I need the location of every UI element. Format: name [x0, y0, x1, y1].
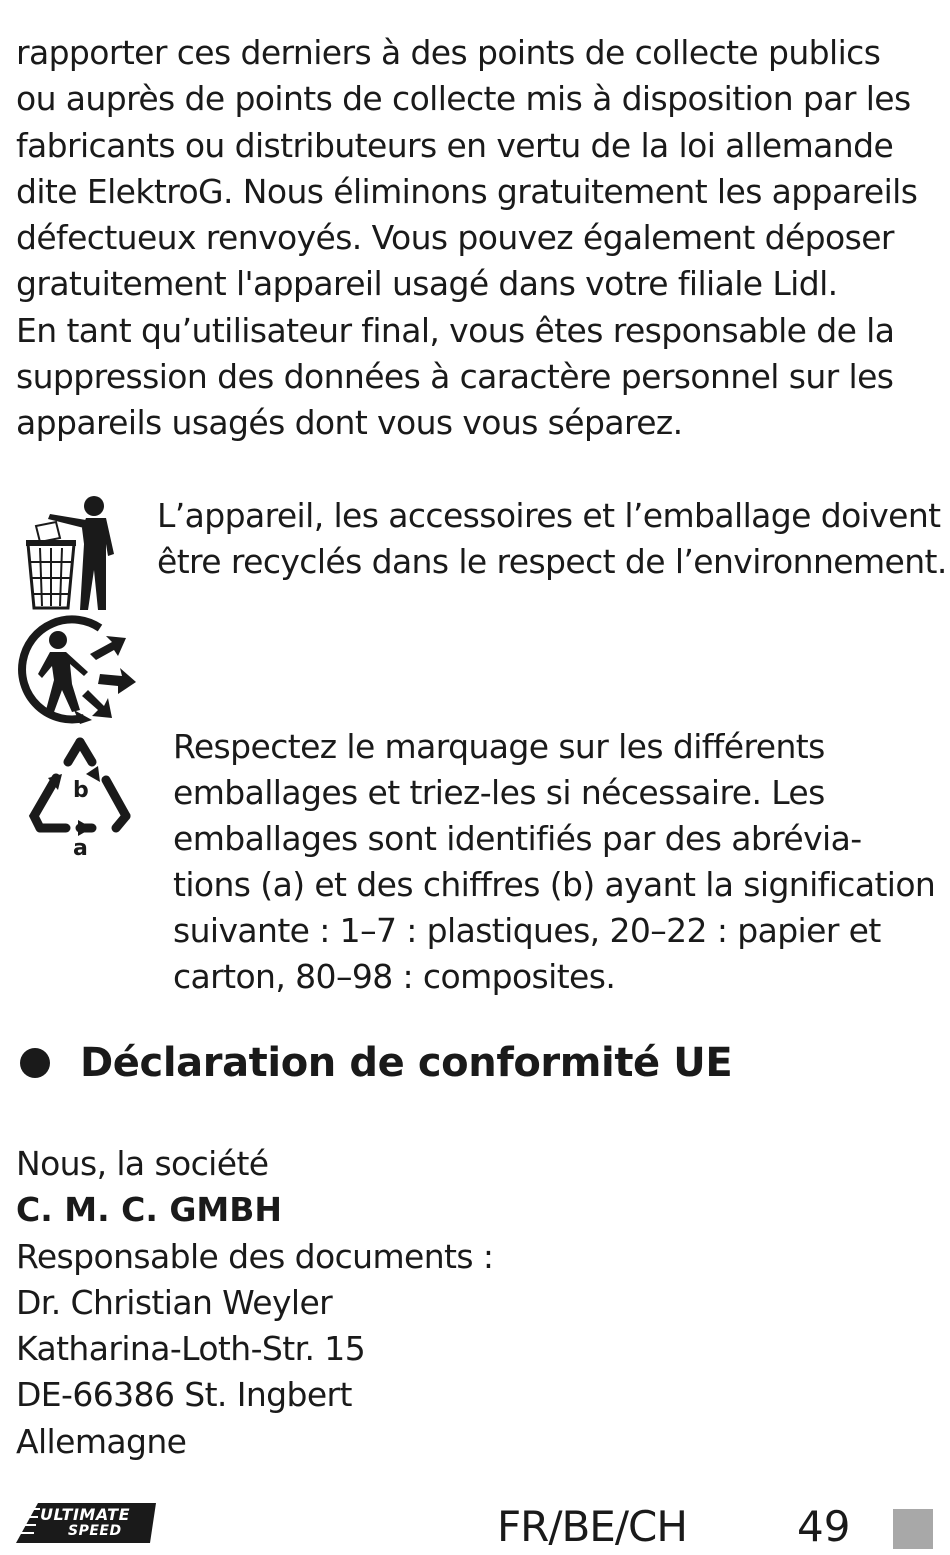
recycling-note: [157, 493, 947, 585]
triangle-letter-a: a: [73, 836, 88, 861]
page-marker-square: [893, 1509, 933, 1549]
recycling-line: L’appareil, les accessoires et l’emballage doivent: [157, 496, 941, 535]
footer-region: FR/BE/CH: [497, 1502, 687, 1551]
declaration-intro: Nous, la société: [16, 1144, 269, 1183]
responsible-label: Responsable des documents :: [16, 1236, 494, 1276]
triman-icon: [14, 614, 138, 726]
recycling-line: être recyclés dans le respect de l’environnement.: [157, 542, 947, 581]
recycling-triangle-icon: [26, 734, 134, 864]
company-name: C. M. C. GMBH: [16, 1190, 283, 1230]
packaging-line: emballages sont identifiés par des abrévia-: [173, 819, 862, 858]
packaging-line: suivante : 1–7 : plastiques, 20–22 : papier et: [173, 911, 881, 950]
section-heading: [16, 1040, 732, 1086]
intro-line: défectueux renvoyés. Vous pouvez également déposer: [16, 218, 894, 258]
address-city: DE-66386 St. Ingbert: [16, 1375, 352, 1415]
intro-line: dite ElektroG. Nous éliminons gratuitement les appareils: [16, 171, 918, 211]
bullet-icon: [20, 1048, 50, 1078]
logo-text-top: ULTIMATE: [40, 1505, 131, 1524]
intro-paragraph: [16, 30, 936, 447]
address-street: Katharina-Loth-Str. 15: [16, 1329, 366, 1369]
page-number: 49: [797, 1502, 851, 1551]
declaration-block: [16, 1141, 493, 1465]
triangle-letter-b: b: [73, 778, 89, 803]
packaging-line: carton, 80–98 : composites.: [173, 957, 616, 996]
tidyman-bin-icon: [26, 494, 122, 612]
intro-line: rapporter ces derniers à des points de collecte publics: [16, 33, 881, 72]
responsible-person: Dr. Christian Weyler: [16, 1282, 333, 1322]
intro-line: En tant qu’utilisateur final, vous êtes responsable de la: [16, 310, 895, 350]
packaging-line: tions (a) et des chiffres (b) ayant la signification: [173, 865, 936, 904]
logo-text-bottom: SPEED: [68, 1523, 122, 1539]
intro-line: appareils usagés dont vous vous séparez.: [16, 403, 683, 443]
ultimate-speed-logo: [16, 1499, 156, 1547]
section-title: Déclaration de conformité UE: [80, 1040, 733, 1086]
intro-line: ou auprès de points de collecte mis à disposition par les: [16, 79, 911, 119]
packaging-line: Respectez le marquage sur les différents: [173, 727, 825, 766]
packaging-line: emballages et triez-les si nécessaire. Les: [173, 773, 825, 812]
intro-line: suppression des données à caractère personnel sur les: [16, 357, 894, 397]
intro-line: fabricants ou distributeurs en vertu de la loi allemande: [16, 125, 894, 165]
packaging-note: [173, 724, 935, 1000]
intro-line: gratuitement l'appareil usagé dans votre filiale Lidl.: [16, 264, 838, 304]
address-country: Allemagne: [16, 1421, 187, 1461]
